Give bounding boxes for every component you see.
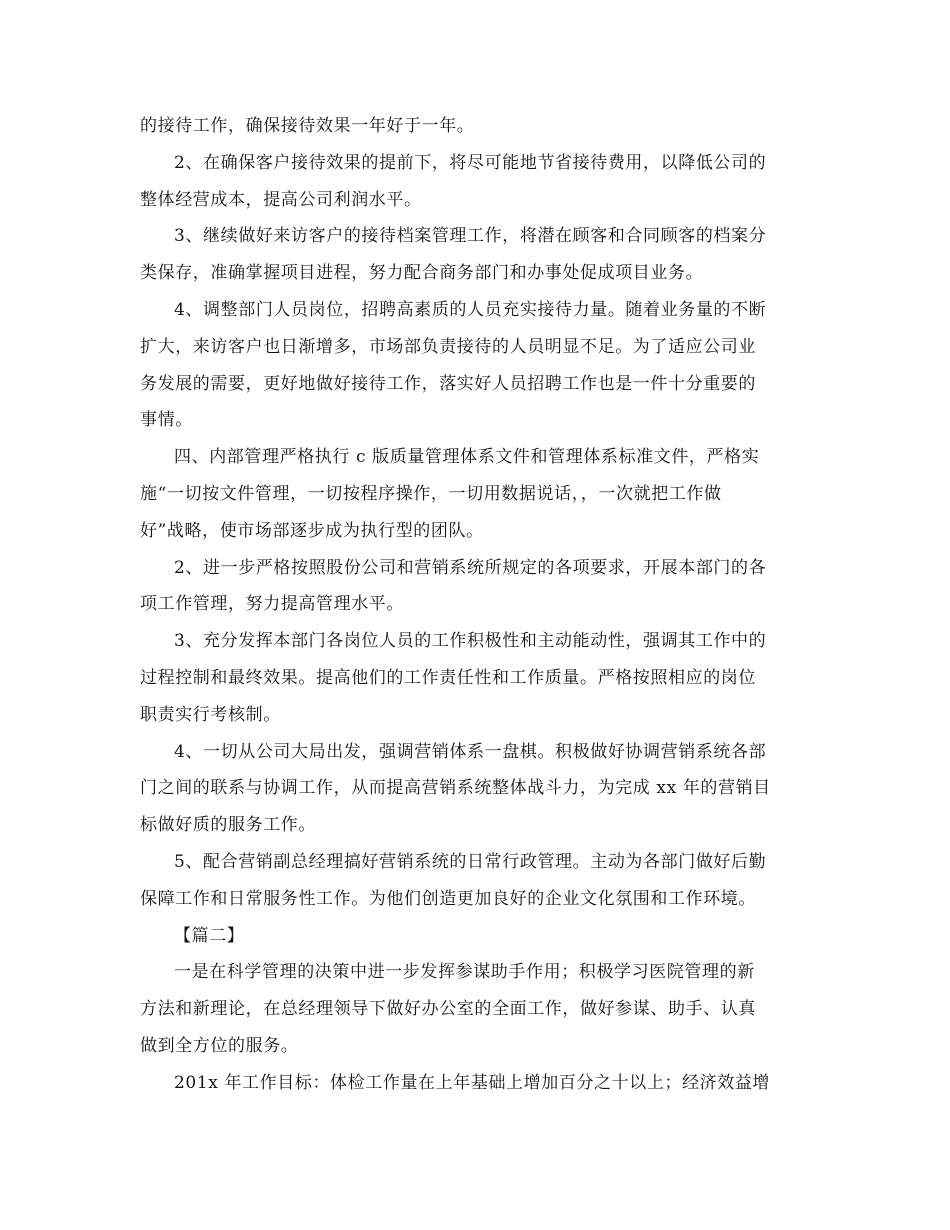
text-line: 一是在科学管理的决策中进一步发挥参谋助手作用；积极学习医院管理的新 — [174, 962, 755, 983]
text-line: 门之间的联系与协调工作，从而提高营销系统整体战斗力，为完成 xx 年的营销目 — [140, 778, 771, 799]
section-heading: 【篇二】 — [174, 925, 245, 946]
text-line: 3、继续做好来访客户的接待档案管理工作，将潜在顾客和合同顾客的档案分 — [174, 226, 767, 247]
text-line: 的接待工作，确保接待效果一年好于一年。 — [140, 116, 475, 136]
text-line: 事情。 — [140, 410, 193, 431]
text-line: 3、充分发挥本部门各岗位人员的工作积极性和主动能动性，强调其工作中的 — [174, 631, 767, 652]
text-line: 201x 年工作目标：体检工作量在上年基础上增加百分之十以上；经济效益增 — [174, 1072, 771, 1093]
text-line: 项工作管理，努力提高管理水平。 — [140, 594, 404, 615]
text-line: 2、进一步严格按照股份公司和营销系统所规定的各项要求，开展本部门的各 — [174, 557, 767, 578]
text-line: 职责实行考核制。 — [140, 704, 281, 725]
text-line: 务发展的需要，更好地做好接待工作，落实好人员招聘工作也是一件十分重要的 — [140, 373, 756, 394]
text-line: 方法和新理论，在总经理领导下做好办公室的全面工作，做好参谋、助手、认真 — [140, 999, 756, 1020]
text-line: 做到全方位的服务。 — [140, 1035, 299, 1056]
text-line: 2、在确保客户接待效果的提前下，将尽可能地节省接待费用，以降低公司的 — [174, 152, 767, 173]
document-body — [140, 108, 808, 1102]
text-line: 整体经营成本，提高公司利润水平。 — [140, 189, 422, 210]
text-line: 过程控制和最终效果。提高他们的工作责任性和工作质量。严格按照相应的岗位 — [140, 667, 756, 688]
text-line: 4、调整部门人员岗位，招聘高素质的人员充实接待力量。随着业务量的不断 — [174, 299, 767, 320]
text-line: 保障工作和日常服务性工作。为他们创造更加良好的企业文化氛围和工作环境。 — [140, 888, 756, 909]
text-line: 四、内部管理严格执行 c 版质量管理体系文件和管理体系标准文件，严格实 — [174, 447, 760, 468]
text-line: 扩大，来访客户也日渐增多，市场部负责接待的人员明显不足。为了适应公司业 — [140, 336, 756, 357]
text-line: 类保存，准确掌握项目进程，努力配合商务部门和办事处促成项目业务。 — [140, 263, 704, 284]
text-line: 5、配合营销副总经理搞好营销系统的日常行政管理。主动为各部门做好后勤 — [174, 851, 767, 872]
text-line: 标做好质的服务工作。 — [140, 815, 316, 836]
text-line: 施“一切按文件管理，一切按程序操作，一切用数据说话，，一次就把工作做 — [140, 483, 722, 504]
text-line: 好”战略，使市场部逐步成为执行型的团队。 — [140, 520, 484, 541]
text-line: 4、一切从公司大局出发，强调营销体系一盘棋。积极做好协调营销系统各部 — [174, 741, 767, 762]
